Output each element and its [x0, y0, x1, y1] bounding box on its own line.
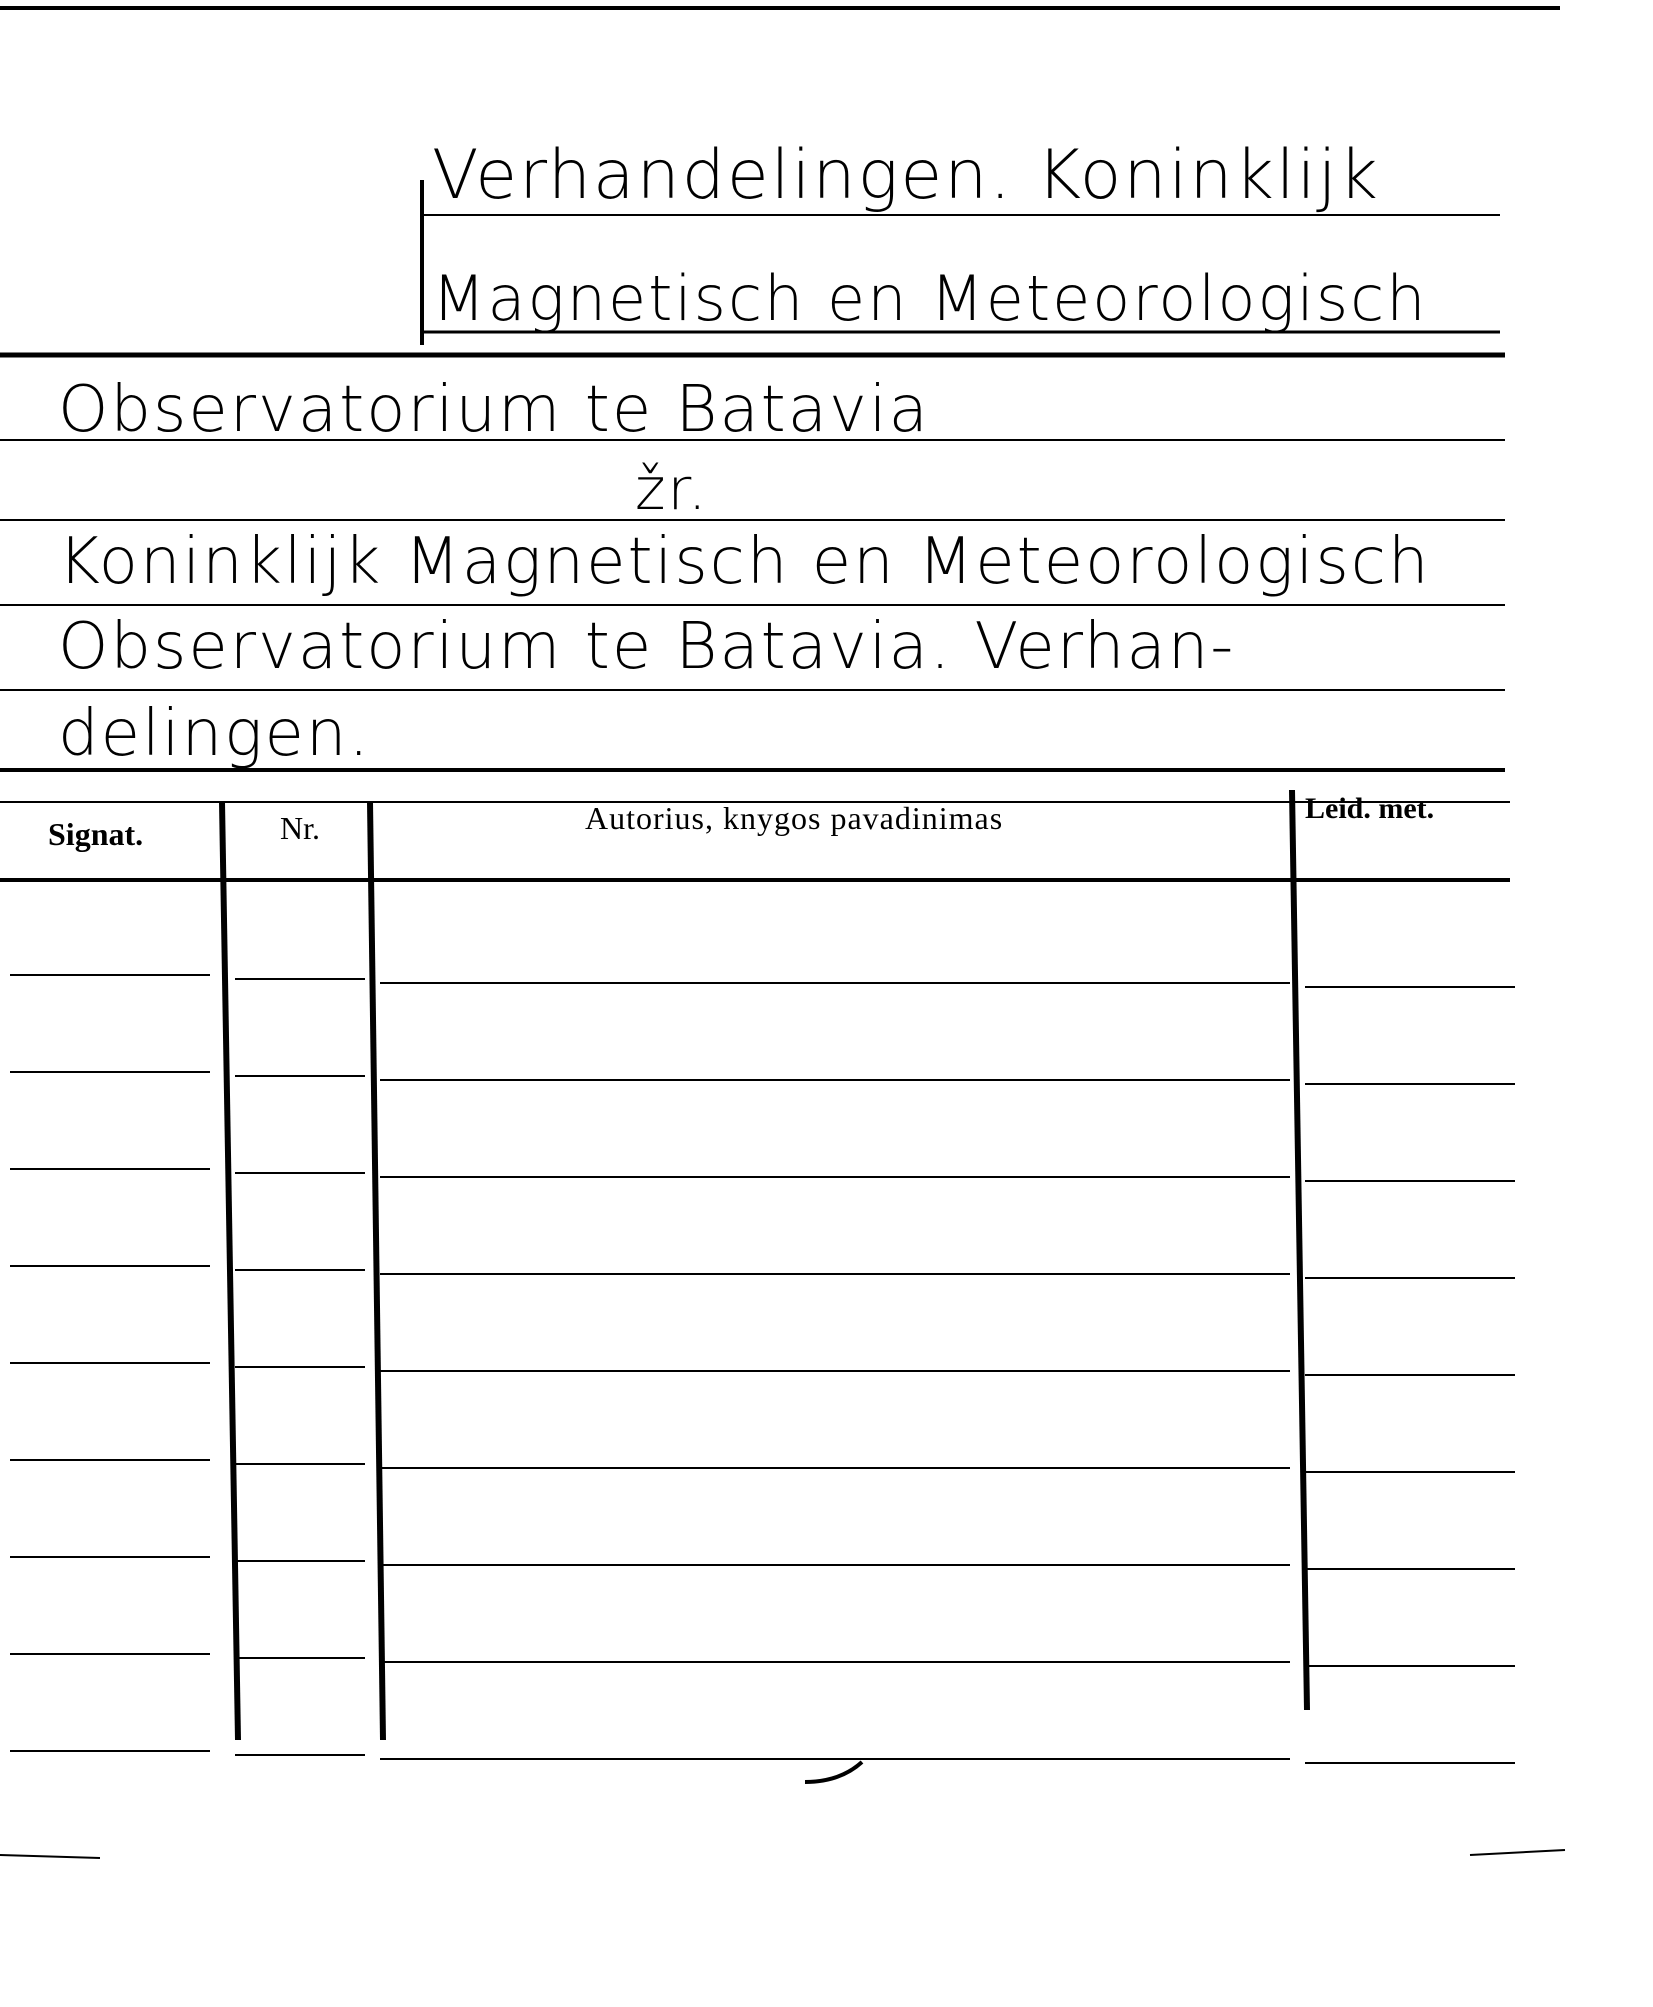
entry-line-6: delingen.: [58, 697, 371, 771]
see-reference: žr.: [635, 455, 709, 523]
entry-line-4: Koninklijk Magnetisch en Meteorologisch: [58, 525, 1431, 599]
header-publication-year: Leid. met.: [1305, 792, 1435, 825]
entry-line-1: Verhandelingen. Koninklijk: [432, 136, 1380, 215]
entry-line-5: Observatorium te Batavia. Verhan-: [58, 610, 1236, 684]
entry-line-2: Magnetisch en Meteorologisch: [432, 262, 1428, 335]
header-number: Nr.: [280, 810, 320, 846]
entry-line-3: Observatorium te Batavia: [58, 373, 930, 447]
header-author-title: Autorius, knygos pavadinimas: [585, 800, 1004, 836]
header-signature: Signat.: [48, 816, 144, 852]
